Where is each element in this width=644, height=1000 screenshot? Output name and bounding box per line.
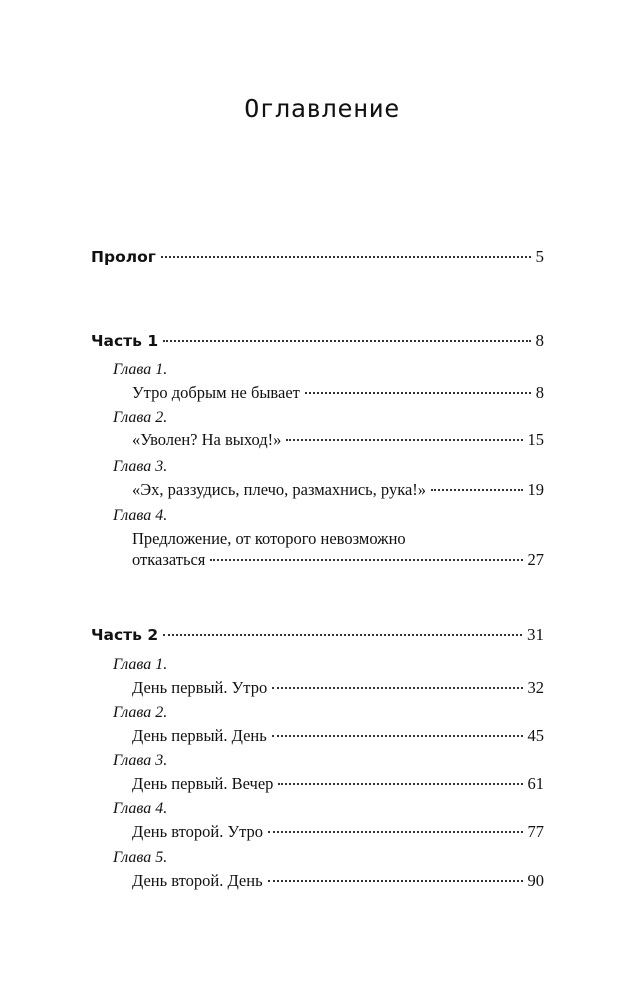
toc-entry-chapter[interactable] — [132, 871, 544, 891]
dot-leader — [210, 559, 522, 561]
chapter-title: День первый. День — [132, 726, 267, 745]
toc-entry-label: Пролог — [91, 248, 156, 266]
toc-entry-label: Часть 2 — [91, 626, 159, 644]
chapter-title: День первый. Вечер — [132, 774, 274, 793]
toc-entry-chapter[interactable] — [132, 383, 544, 403]
toc-page-number: 15 — [527, 430, 544, 449]
toc-entry-chapter[interactable] — [132, 430, 544, 450]
toc-page-number: 27 — [527, 550, 544, 569]
chapter-label: Глава 3. — [113, 752, 168, 769]
chapter-label: Глава 3. — [113, 458, 168, 475]
chapter-label: Глава 2. — [113, 704, 168, 721]
dot-leader — [286, 439, 522, 441]
toc-page-number: 32 — [527, 678, 544, 697]
toc-entry-part-2[interactable] — [91, 625, 544, 645]
chapter-label: Глава 4. — [113, 507, 168, 524]
dot-leader — [272, 687, 522, 689]
chapter-label: Глава 4. — [113, 800, 168, 817]
dot-leader — [278, 783, 522, 785]
toc-page-number: 45 — [527, 726, 544, 745]
chapter-title: День второй. Утро — [132, 822, 264, 841]
toc-entry-chapter[interactable] — [132, 678, 544, 698]
dot-leader — [431, 489, 522, 491]
toc-page-number: 90 — [527, 871, 544, 890]
chapter-title-line-2: отказаться — [132, 550, 206, 569]
toc-page-number: 61 — [527, 774, 544, 793]
toc-entry-label: Часть 1 — [91, 332, 159, 350]
dot-leader — [163, 340, 530, 342]
chapter-title: «Эх, раззудись, плечо, размахнись, рука!» — [132, 480, 427, 499]
toc-entry-chapter[interactable] — [132, 726, 544, 746]
dot-leader — [272, 735, 523, 737]
chapter-title: Утро добрым не бывает — [132, 383, 300, 402]
dot-leader — [163, 634, 522, 636]
dot-leader — [268, 880, 523, 882]
toc-page-number: 31 — [527, 625, 544, 644]
chapter-title: День первый. Утро — [132, 678, 268, 697]
dot-leader — [268, 831, 522, 833]
dot-leader — [161, 256, 531, 258]
toc-page-number: 8 — [535, 331, 544, 350]
chapter-label: Глава 5. — [113, 849, 168, 866]
toc-entry-chapter[interactable] — [132, 774, 544, 794]
chapter-label: Глава 1. — [113, 361, 168, 378]
toc-entry-chapter[interactable] — [132, 480, 544, 500]
chapter-title: «Уволен? На выход!» — [132, 430, 282, 449]
page-title: Оглавление — [244, 94, 400, 123]
toc-entry-chapter[interactable] — [132, 822, 544, 842]
toc-page-number: 77 — [527, 822, 544, 841]
toc-page-number: 19 — [527, 480, 544, 499]
toc-entry-prologue[interactable] — [91, 247, 544, 267]
dot-leader — [305, 392, 531, 394]
toc-page-number: 8 — [535, 383, 544, 402]
toc-entry-chapter[interactable] — [132, 550, 544, 570]
chapter-label: Глава 1. — [113, 656, 168, 673]
chapter-label: Глава 2. — [113, 409, 168, 426]
chapter-title-line-1: Предложение, от которого невозможно — [132, 529, 406, 548]
chapter-title: День второй. День — [132, 871, 263, 890]
toc-entry-part-1[interactable] — [91, 331, 544, 351]
toc-page-number: 5 — [535, 247, 544, 266]
